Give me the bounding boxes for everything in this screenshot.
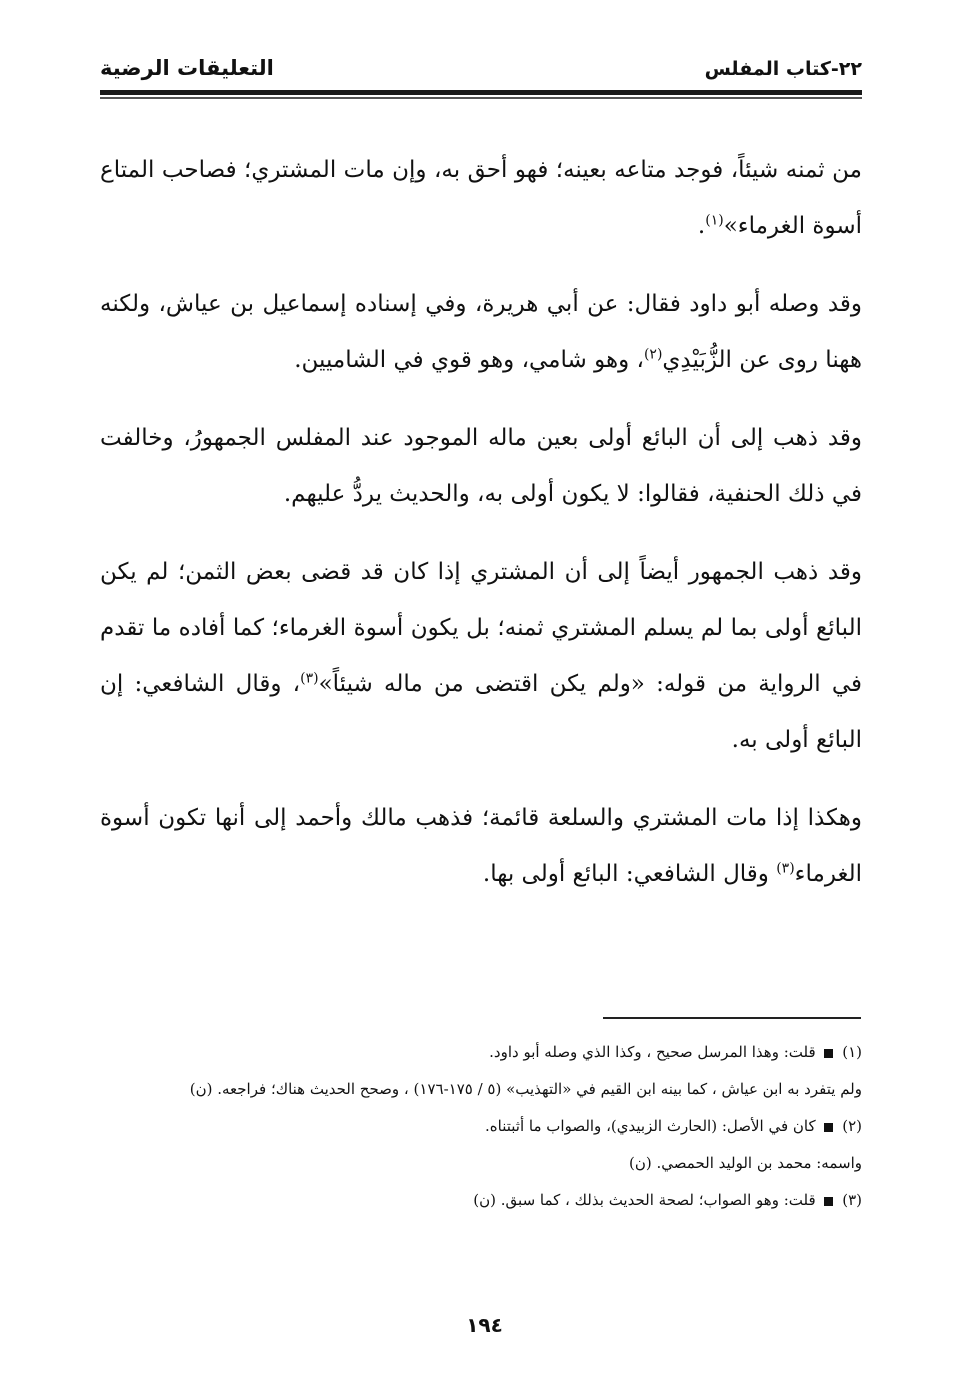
footnote-number: (٢): [842, 1117, 862, 1135]
footnote: [100, 1034, 862, 1071]
paragraph: [100, 790, 862, 902]
footnote-text: كان في الأصل: (الحارث الزبيدي)، والصواب ما أثبتناه.: [485, 1117, 816, 1135]
paragraph: [100, 276, 862, 388]
footnote-marker: (١): [705, 212, 724, 229]
footnote: [100, 1145, 862, 1182]
paragraph-tail: ، وقال الشافعي: إن البائع أولى به.: [100, 671, 862, 753]
footnote: [100, 1071, 862, 1108]
paragraph: [100, 410, 862, 522]
paragraph-tail: ، وهو شامي، وهو قوي في الشاميين.: [294, 347, 644, 373]
paragraph: [100, 142, 862, 254]
paragraph-text: وقد ذهب الجمهور أيضاً إلى أن المشتري إذا كان قد قضى بعض الثمن؛ لم يكن البائع أولى بما لم يسلم المشتري ثمنه؛ بل يكون أسوة الغرماء؛ كما أفاده ما تقدم في الرواية من قوله: «ولم يكن اقتضى من ماله شيئاً»: [100, 559, 862, 697]
page-number: ١٩٤: [466, 1313, 503, 1337]
footnote-separator: [603, 1017, 861, 1019]
book-title: التعليقات الرضية: [100, 56, 274, 80]
chapter-title: ٢٢-كتاب المفلس: [704, 58, 862, 80]
footnote-text: قلت: وهذا المرسل صحيح ، وكذا الذي وصله أبو داود.: [489, 1043, 816, 1061]
footnote-text: ولم يتفرد به ابن عياش ، كما بينه ابن القيم في «التهذيب» (٥ / ١٧٥-١٧٦) ، وصحح الحديث هناك؛ فراجعه. (ن): [189, 1080, 862, 1098]
footnote-number: (٣): [842, 1191, 862, 1209]
running-header: [100, 52, 862, 92]
footnotes: [100, 1034, 862, 1219]
footnote-number: (١): [842, 1043, 862, 1061]
header-rule-thin: [100, 97, 862, 99]
square-icon: [824, 1049, 833, 1058]
footnote-text: قلت: وهو الصواب؛ لصحة الحديث بذلك ، كما سبق. (ن): [473, 1191, 816, 1209]
header-rule-thick: [100, 90, 862, 95]
footnote-marker: (٢): [643, 346, 663, 363]
footnote-text: واسمه: محمد بن الوليد الحمصي. (ن): [629, 1154, 862, 1172]
square-icon: [824, 1123, 833, 1132]
paragraph-text: من ثمنه شيئاً، فوجد متاعه بعينه؛ فهو أحق به، وإن مات المشتري؛ فصاحب المتاع أسوة الغرماء»: [100, 157, 862, 239]
paragraph-text: وقد ذهب إلى أن البائع أولى بعين ماله الموجود عند المفلس الجمهورُ، وخالفت في ذلك الحنفية، فقالوا: لا يكون أولى به، والحديث يردُّ عليهم.: [100, 425, 862, 507]
square-icon: [824, 1197, 833, 1206]
footnote-marker: (٣): [776, 860, 795, 877]
paragraph-tail: وقال الشافعي: البائع أولى بها.: [482, 861, 777, 887]
paragraph-text: وقد وصله أبو داود فقال: عن أبي هريرة، وفي إسناده إسماعيل بن عياش، ولكنه ههنا روى عن الزُّبَيْدِي: [100, 291, 862, 373]
footnote: [100, 1182, 862, 1219]
paragraph: [100, 544, 862, 768]
main-text: [100, 142, 862, 924]
paragraph-text: وهكذا إذا مات المشتري والسلعة قائمة؛ فذهب مالك وأحمد إلى أنها تكون أسوة الغرماء: [100, 805, 862, 887]
footnote-marker: (٣): [300, 670, 319, 687]
footnote: [100, 1108, 862, 1145]
paragraph-tail: .: [697, 213, 706, 239]
